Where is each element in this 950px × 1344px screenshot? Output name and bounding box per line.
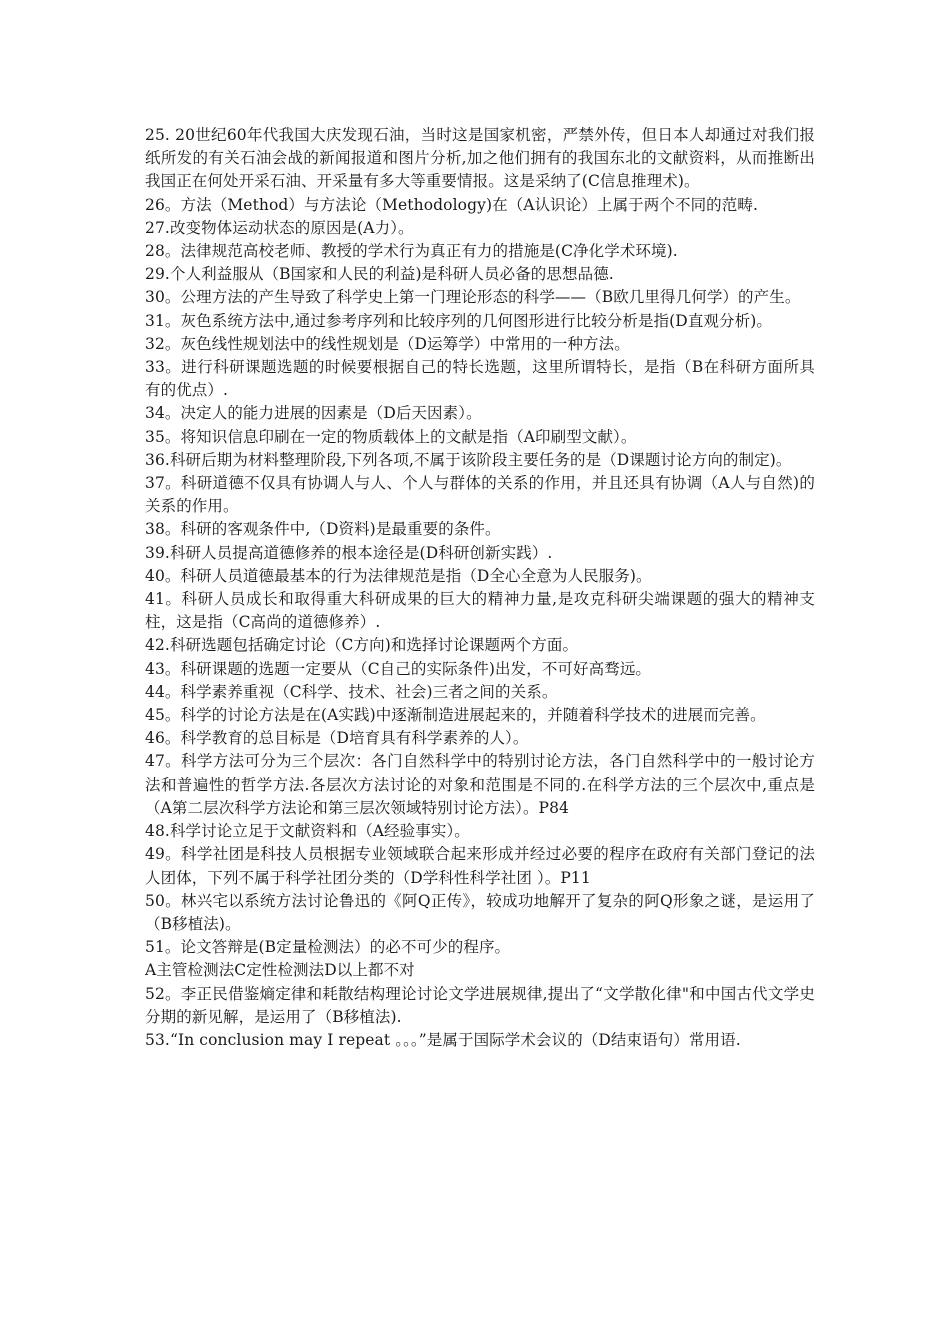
paragraph-q27: 27.改变物体运动状态的原因是(A力）。 <box>145 218 414 237</box>
paragraph-q40: 40。科研人员道德最基本的行为法律规范是指（D全心全意为人民服务)。 <box>145 566 652 585</box>
paragraph-q45: 45。科学的讨论方法是在(A实践)中逐渐制造进展起来的，并随着科学技术的进展而完善。 <box>145 706 766 725</box>
paragraph-q53: 53.“In conclusion may I repeat 。。。”是属于国际学术会议的（D结束语句）常用语. <box>145 1030 741 1049</box>
paragraph-q29: 29.个人利益服从（B国家和人民的利益)是科研人员必备的思想品德. <box>145 265 614 284</box>
paragraph-q47: 47。科学方法可分为三个层次：各门自然科学中的特别讨论方法，各门自然科学中的一般讨论方法和普遍性的哲学方法.各层次方法讨论的对象和范围是不同的.在科学方法的三个层次中,重点是（A第二层次科学方法论和第三层次领域特别讨论方法）。P84 <box>145 752 815 817</box>
paragraph-q26: 26。方法（Method）与方法论（Methodology)在（A认识论）上属于两个不同的范畴. <box>145 195 759 214</box>
paragraph-q48: 48.科学讨论立足于文献资料和（A经验事实）。 <box>145 822 470 841</box>
paragraph-q51: 51。论文答辩是(B定量检测法）的必不可少的程序。 <box>145 938 511 957</box>
paragraph-q42: 42.科研选题包括确定讨论（C方向)和选择讨论课题两个方面。 <box>145 636 579 655</box>
paragraph-q43: 43。科研课题的选题一定要从（C自己的实际条件)出发，不可好高骛远。 <box>145 659 652 678</box>
paragraph-q32: 32。灰色线性规划法中的线性规划是（D运筹学）中常用的一种方法。 <box>145 334 630 353</box>
paragraph-q28: 28。法律规范高校老师、教授的学术行为真正有力的措施是(C净化学术环境). <box>145 242 678 261</box>
paragraph-q37: 37。科研道德不仅具有协调人与人、个人与群体的关系的作用，并且还具有协调（A人与自然)的关系的作用。 <box>145 474 815 516</box>
paragraph-q39: 39.科研人员提高道德修养的根本途径是(D科研创新实践）. <box>145 543 553 562</box>
paragraph-q49: 49。科学社团是科技人员根据专业领域联合起来形成并经过必要的程序在政府有关部门登记的法人团体，下列不属于科学社团分类的（D学科性科学社团 ）。P11 <box>145 845 815 887</box>
paragraph-q52: 52。李正民借鉴熵定律和耗散结构理论讨论文学进展规律,提出了“文学散化律"和中国古代文学史分期的新见解，是运用了（B移植法). <box>145 984 815 1026</box>
paragraph-q41: 41。科研人员成长和取得重大科研成果的巨大的精神力量,是攻克科研尖端课题的强大的精神支柱，这是指（C高尚的道德修养）. <box>145 590 815 632</box>
paragraph-q38: 38。科研的客观条件中,（D资料)是最重要的条件。 <box>145 520 501 539</box>
paragraph-q33: 33。进行科研课题选题的时候要根据自己的特长选题，这里所谓特长，是指（B在科研方面所具有的优点）. <box>145 358 815 400</box>
paragraph-q51-options: A主管检测法C定性检测法D以上都不对 <box>145 961 415 980</box>
paragraph-q31: 31。灰色系统方法中,通过参考序列和比较序列的几何图形进行比较分析是指(D直观分析)。 <box>145 311 772 330</box>
paragraph-q34: 34。决定人的能力进展的因素是（D后天因素）。 <box>145 404 482 423</box>
paragraph-q46: 46。科学教育的总目标是（D培育具有科学素养的人）。 <box>145 729 529 748</box>
document-page <box>145 124 815 1052</box>
paragraph-q44: 44。科学素养重视（C科学、技术、社会)三者之间的关系。 <box>145 682 558 701</box>
paragraph-q30: 30。公理方法的产生导致了科学史上第一门理论形态的科学——（B欧几里得几何学）的产生。 <box>145 288 801 307</box>
paragraph-q25: 25. 20世纪60年代我国大庆发现石油，当时这是国家机密，严禁外传，但日本人却通过对我们报纸所发的有关石油会战的新闻报道和图片分析,加之他们拥有的我国东北的文献资料，从而推断出我国正在何处开采石油、开采量有多大等重要情报。这是采纳了(C信息推理术)。 <box>145 126 815 191</box>
paragraph-q50: 50。林兴宅以系统方法讨论鲁迅的《阿Q正传》，较成功地解开了复杂的阿Q形象之谜，是运用了（B移植法)。 <box>145 891 815 933</box>
paragraph-q35: 35。将知识信息印刷在一定的物质载体上的文献是指（A印刷型文献）。 <box>145 427 637 446</box>
paragraph-q36: 36.科研后期为材料整理阶段,下列各项,不属于该阶段主要任务的是（D课题讨论方向的制定)。 <box>145 450 792 469</box>
